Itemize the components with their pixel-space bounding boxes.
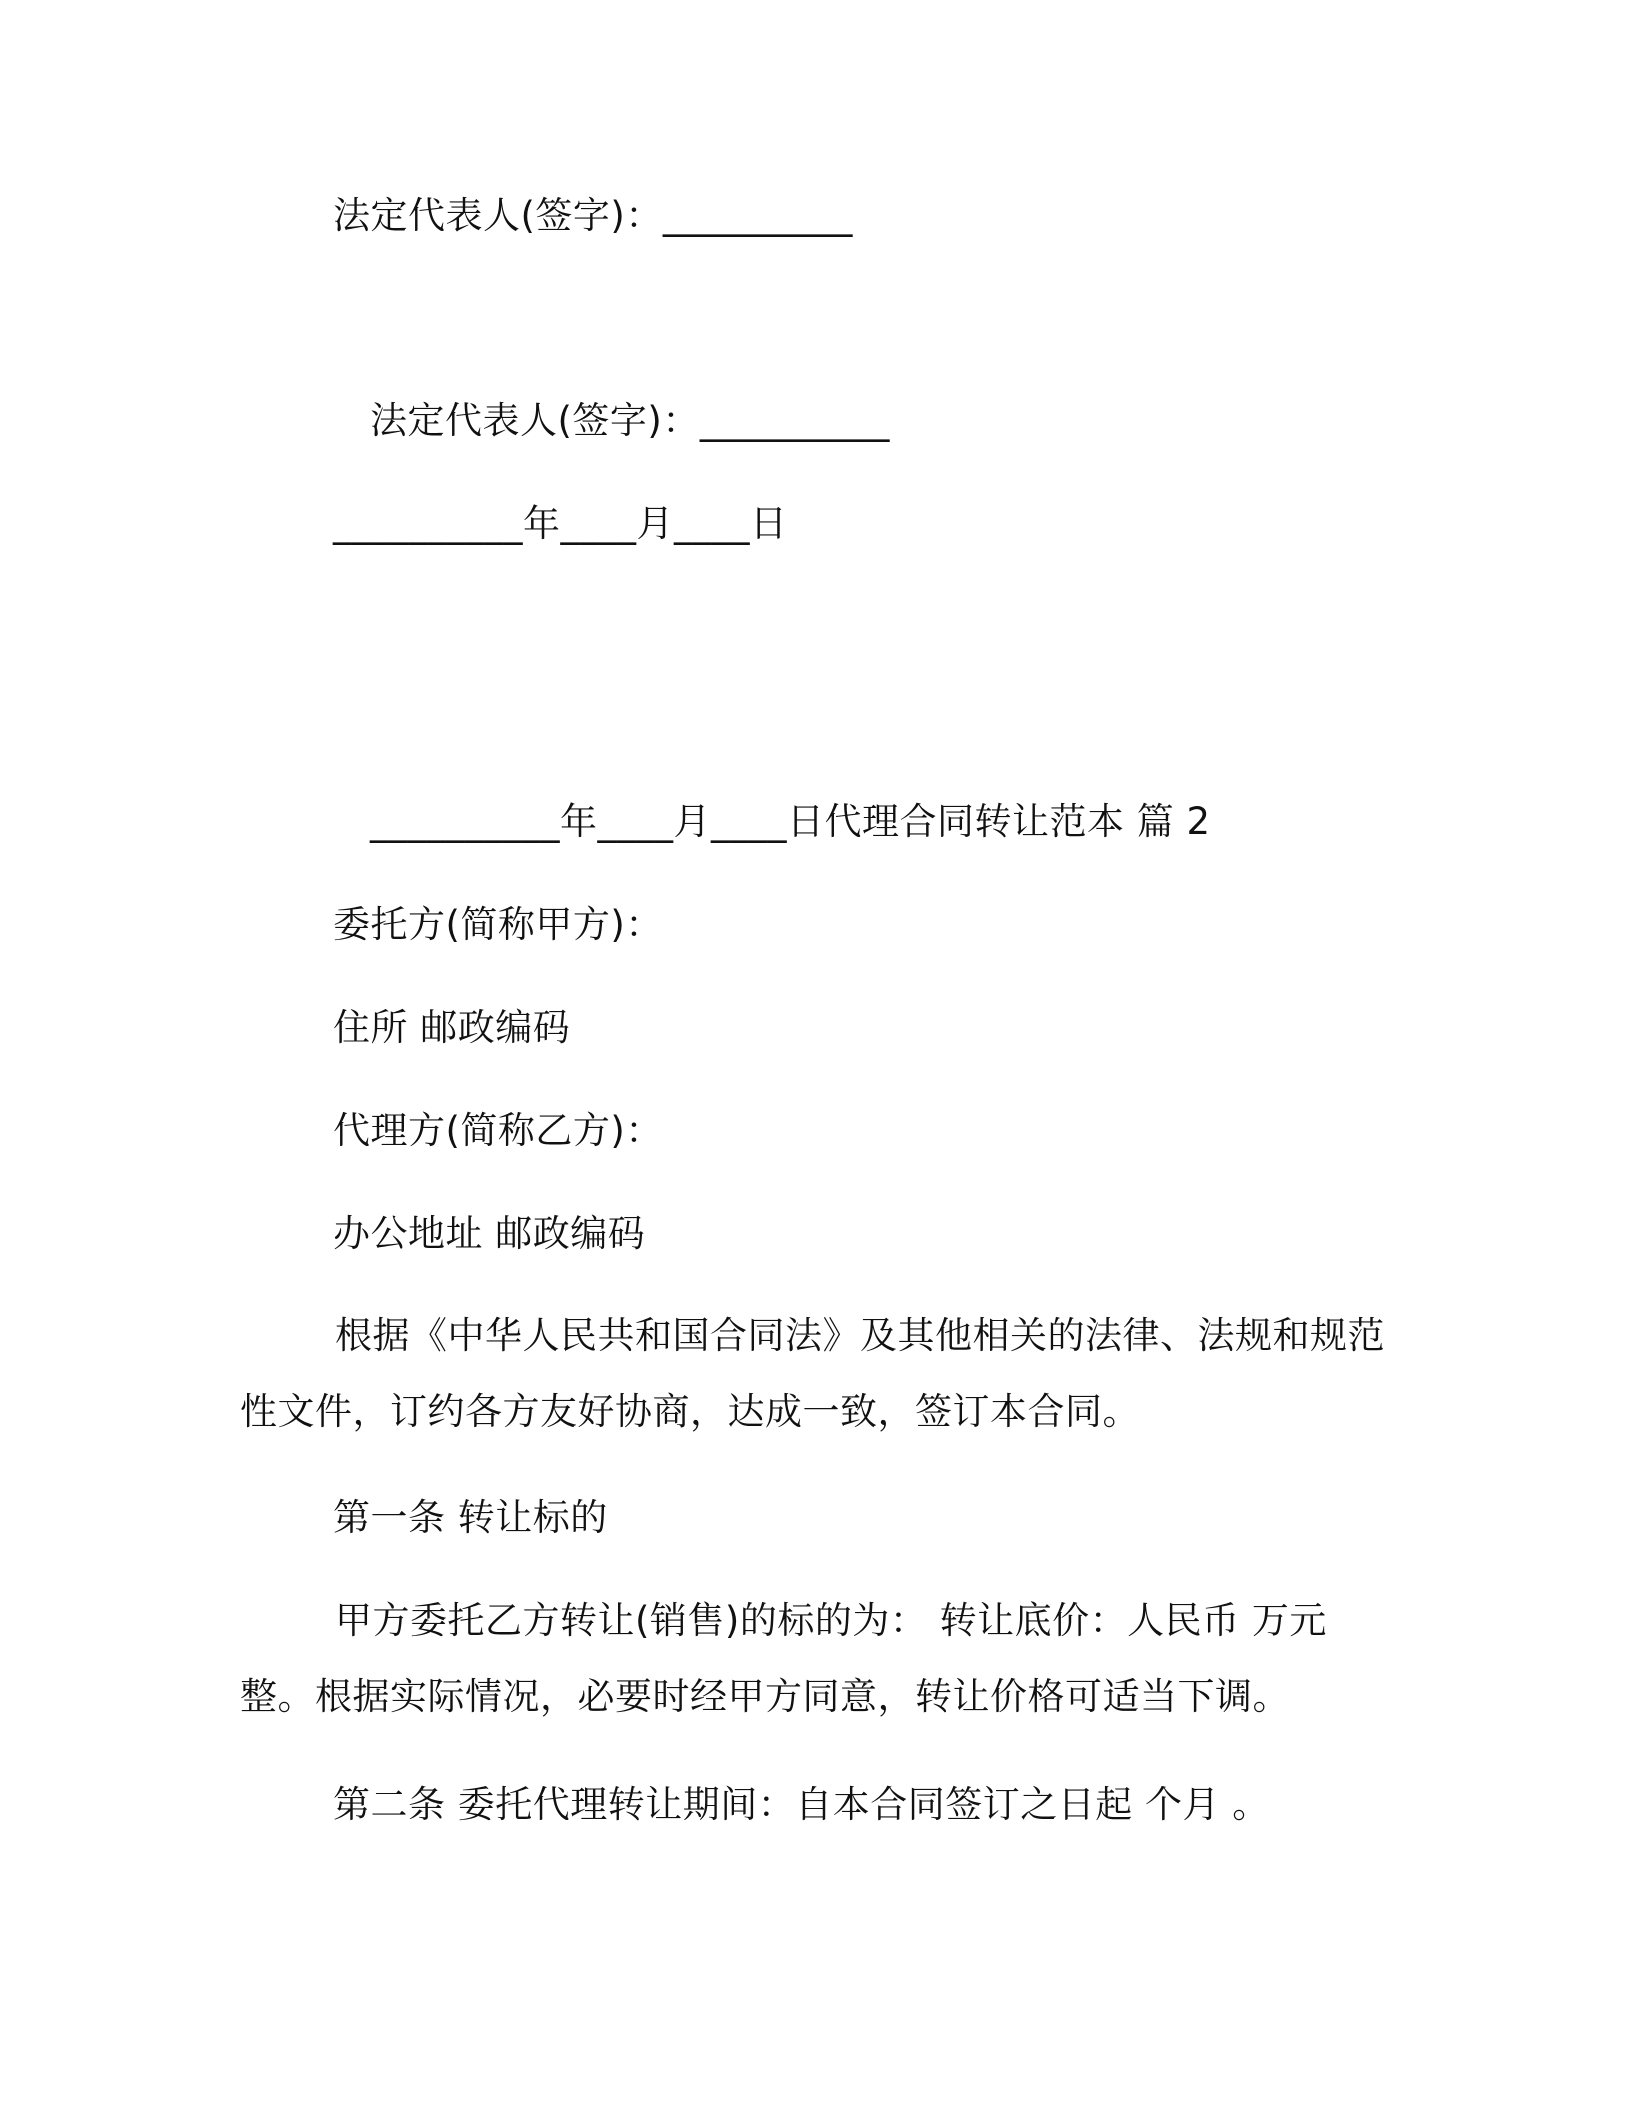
section-title-date-heading: __________年____月____日代理合同转让范本 篇 2 [370,800,1211,843]
agent-address-label: 办公地址 邮政编码 [333,1212,646,1255]
article-2-text: 第二条 委托代理转让期间：自本合同签订之日起 个月 。 [333,1783,1270,1826]
agent-party-label: 代理方(简称乙方)： [333,1109,663,1152]
contract-basis-paragraph: 根据《中华人民共和国合同法》及其他相关的法律、法规和规范性文件，订约各方友好协商，达成一致，签订本合同。 [240,1314,1385,1433]
principal-address-label: 住所 邮政编码 [333,1006,571,1049]
principal-party-label: 委托方(简称甲方)： [333,903,663,946]
legal-representative-signature-line-2: 法定代表人(签字)：__________ [370,399,890,442]
legal-representative-signature-line: 法定代表人(签字)：__________ [333,194,853,237]
article-1-body: 甲方委托乙方转让(销售)的标的为： 转让底价：人民币 万元整。根据实际情况，必要时经甲方同意，转让价格可适当下调。 [240,1599,1327,1718]
date-line: __________年____月____日 [333,502,788,545]
article-1-title: 第一条 转让标的 [333,1496,608,1539]
